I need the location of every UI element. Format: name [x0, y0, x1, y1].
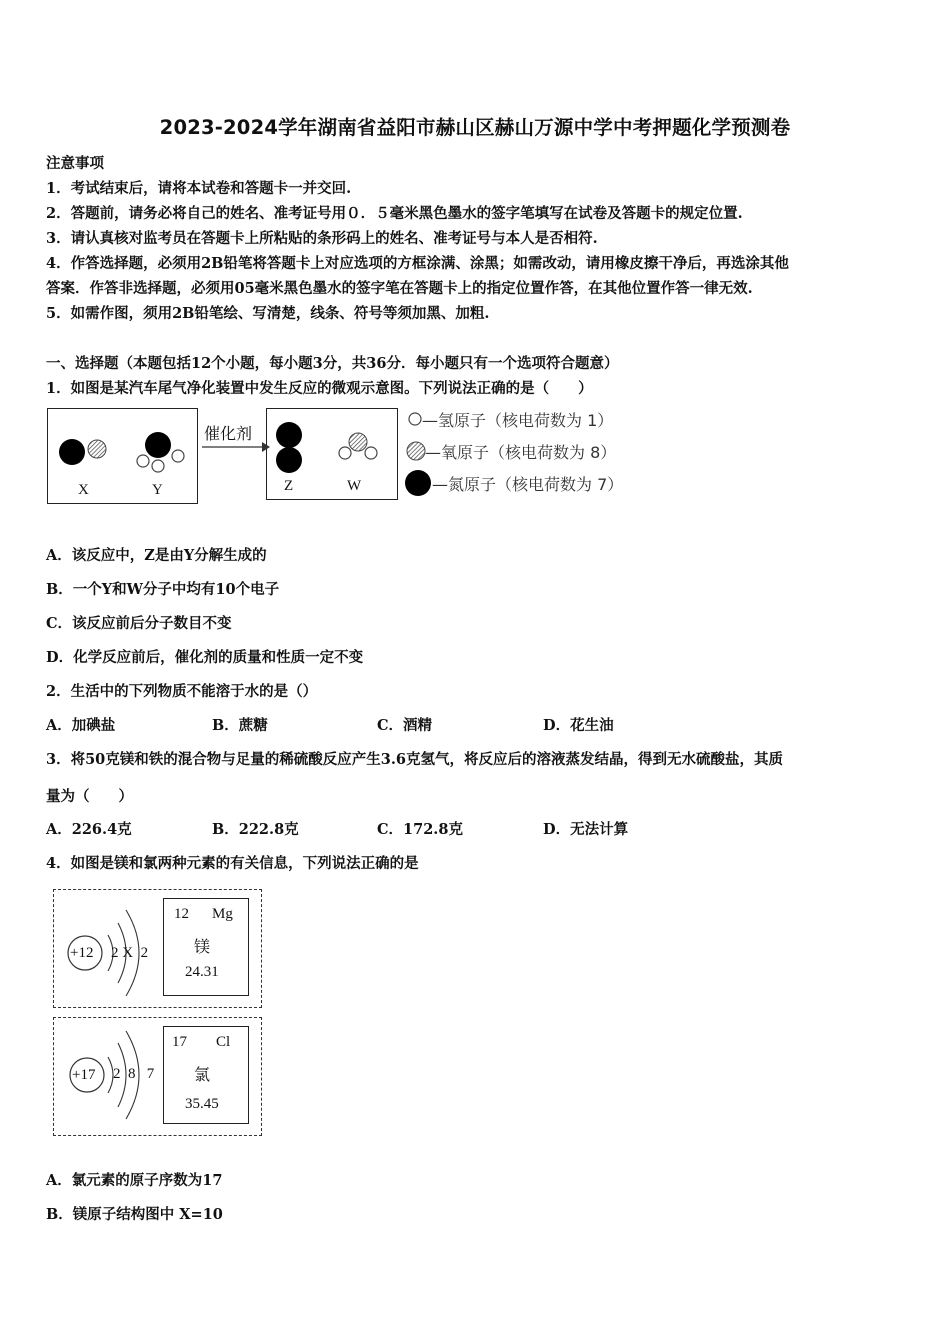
legend-nitrogen: —氮原子（核电荷数为 7）: [432, 475, 624, 494]
notice-heading: 注意事项: [46, 155, 104, 172]
molecule-x: [59, 439, 106, 465]
mg-atomic-mass: 24.31: [185, 964, 219, 980]
cl-symbol: Cl: [216, 1034, 231, 1050]
q1-option-d: D．化学反应前后，催化剂的质量和性质一定不变: [46, 649, 364, 666]
q4-option-a: A．氯元素的原子序数为17: [46, 1172, 223, 1189]
cl-name: 氯: [194, 1065, 211, 1084]
page-title: 2023-2024学年湖南省益阳市赫山区赫山万源中学中考押题化学预测卷: [159, 116, 791, 139]
nitrogen-atom-icon: [405, 470, 431, 496]
mg-shells: 2 X 2: [111, 945, 149, 961]
q2-option-b: B．蔗糖: [212, 717, 268, 734]
q3-option-b: B．222.8克: [212, 821, 299, 838]
hydrogen-atom-icon: [409, 413, 421, 425]
q2-option-a: A．加碘盐: [46, 717, 116, 734]
mg-name: 镁: [194, 937, 211, 956]
notice-item-1: 1．考试结束后，请将本试卷和答题卡一并交回.: [46, 180, 352, 197]
cl-atomic-number: 17: [172, 1034, 187, 1050]
oxygen-atom-icon: [407, 442, 425, 460]
q4-option-b: B．镁原子结构图中 X=10: [46, 1206, 223, 1223]
q1-option-b: B．一个Y和W分子中均有10个电子: [46, 581, 280, 598]
q3-stem-line-1: 3．将50克镁和铁的混合物与足量的稀硫酸反应产生3.6克氢气，将反应后的溶液蒸发结晶，得到无水硫酸盐，其质: [46, 751, 783, 768]
label-x: X: [78, 482, 89, 498]
molecule-w: [339, 433, 377, 459]
cl-nucleus: +17: [72, 1067, 96, 1083]
notice-item-4: 4．作答选择题，必须用2B铅笔将答题卡上对应选项的方框涂满、涂黑；如需改动，请用橡皮擦干净后，再选涂其他: [46, 255, 789, 272]
q2-option-c: C．酒精: [377, 717, 433, 734]
q1-stem: 1．如图是某汽车尾气净化装置中发生反应的微观示意图。下列说法正确的是（ ）: [46, 380, 593, 397]
q1-option-c: C．该反应前后分子数目不变: [46, 615, 232, 632]
label-y: Y: [152, 482, 163, 498]
mg-nucleus: +12: [70, 945, 94, 961]
q4-stem: 4．如图是镁和氯两种元素的有关信息，下列说法正确的是: [46, 855, 419, 872]
q3-option-a: A．226.4克: [46, 821, 132, 838]
cl-shells: 2 8 7: [113, 1066, 155, 1082]
cl-atomic-mass: 35.45: [185, 1096, 219, 1112]
legend-hydrogen: —氢原子（核电荷数为 1）: [422, 411, 614, 430]
label-z: Z: [284, 478, 294, 494]
molecule-z: [276, 422, 302, 473]
q1-option-a: A．该反应中，Z是由Y分解生成的: [46, 547, 267, 564]
mg-symbol: Mg: [212, 906, 233, 922]
molecule-y: [137, 432, 184, 472]
label-w: W: [347, 478, 362, 494]
q3-option-d: D．无法计算: [543, 821, 629, 838]
notice-item-5: 5．如需作图，须用2B铅笔绘、写清楚，线条、符号等须加黑、加粗.: [46, 305, 490, 322]
mg-atomic-number: 12: [174, 906, 189, 922]
notice-item-2: 2．答题前，请务必将自己的姓名、准考证号用０．５毫米黑色墨水的签字笔填写在试卷及答题卡的规定位置.: [46, 205, 743, 222]
q3-option-c: C．172.8克: [377, 821, 463, 838]
legend-oxygen: —氧原子（核电荷数为 8）: [425, 443, 617, 462]
q3-stem-line-2: 量为（ ）: [46, 788, 133, 805]
notice-item-4-cont: 答案．作答非选择题，必须用05毫米黑色墨水的签字笔在答题卡上的指定位置作答，在其他位置作答一律无效.: [46, 280, 753, 297]
catalyst-label: 催化剂: [204, 426, 253, 443]
q2-option-d: D．花生油: [543, 717, 614, 734]
section-heading: 一、选择题（本题包括12个小题，每小题3分，共36分．每小题只有一个选项符合题意）: [46, 355, 619, 372]
notice-item-3: 3．请认真核对监考员在答题卡上所粘贴的条形码上的姓名、准考证号与本人是否相符.: [46, 230, 598, 247]
q2-stem: 2．生活中的下列物质不能溶于水的是（）: [46, 683, 318, 700]
